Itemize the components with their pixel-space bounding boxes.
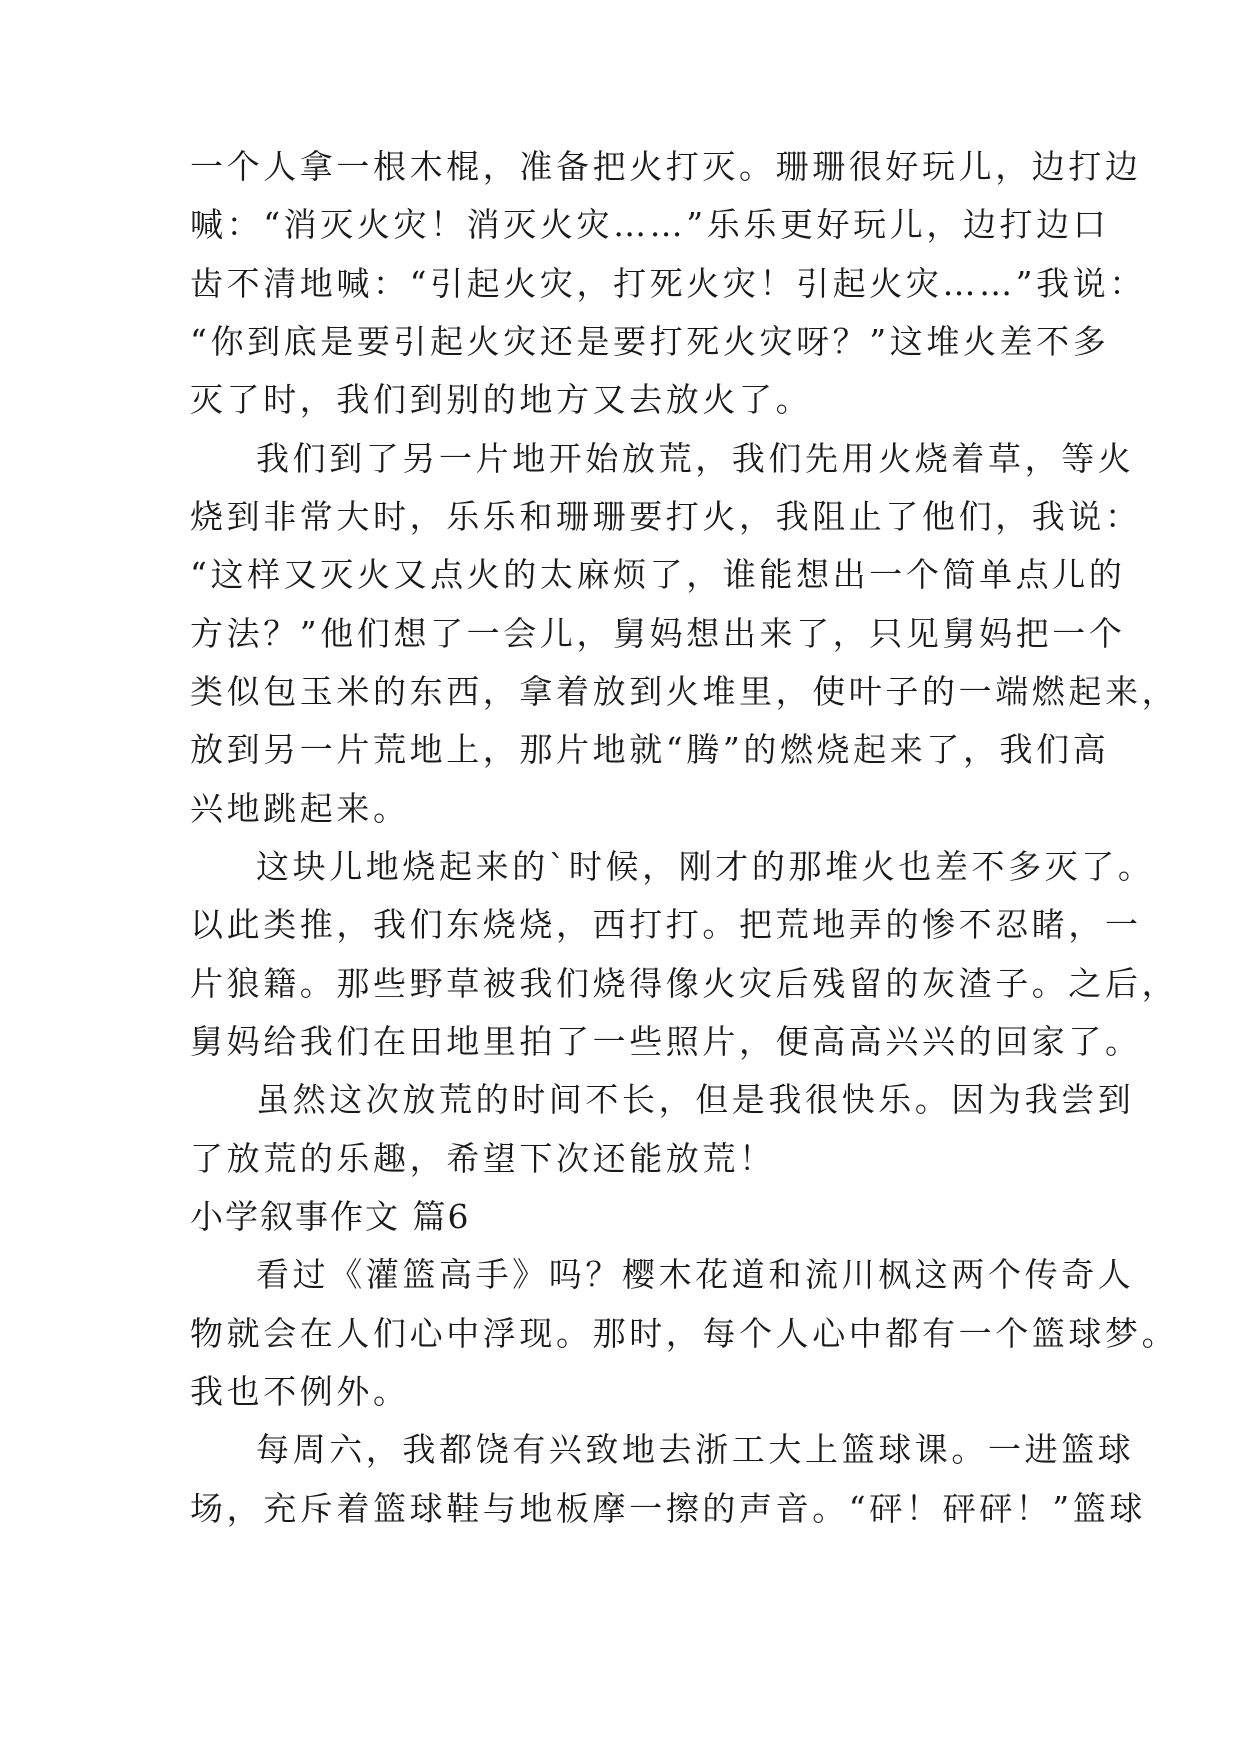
- text-line: 了放荒的乐趣，希望下次还能放荒！: [190, 1139, 776, 1178]
- text-line: 物就会在人们心中浮现。那时，每个人心中都有一个篮球梦。: [190, 1314, 1179, 1353]
- paragraph-first-line: 每周六，我都饶有兴致地去浙工大上篮球课。一进篮球: [256, 1430, 1135, 1469]
- paragraph-first-line: 虽然这次放荒的时间不长，但是我很快乐。因为我尝到: [256, 1080, 1135, 1119]
- text-line: 以此类推，我们东烧烧，西打打。把荒地弄的惨不忍睹，一: [190, 905, 1142, 944]
- text-line: 舅妈给我们在田地里拍了一些照片，便高高兴兴的回家了。: [190, 1022, 1142, 1061]
- section-heading: 小学叙事作文 篇6: [190, 1197, 471, 1236]
- text-line: 放到另一片荒地上，那片地就“腾”的燃烧起来了，我们高: [190, 730, 1110, 769]
- text-line: 我也不例外。: [190, 1372, 410, 1411]
- text-line: 片狼籍。那些野草被我们烧得像火灾后残留的灰渣子。之后，: [190, 964, 1179, 1003]
- text-line: 喊：“消灭火灾！消灭火灾……”乐乐更好玩儿，边打边口: [190, 205, 1110, 244]
- text-line: “你到底是要引起火灾还是要打死火灾呀？”这堆火差不多: [190, 322, 1110, 361]
- text-line: “这样又灭火又点火的太麻烦了，谁能想出一个简单点儿的: [190, 555, 1126, 594]
- text-line: 灭了时，我们到别的地方又去放火了。: [190, 380, 813, 419]
- paragraph-first-line: 这块儿地烧起来的`时候，刚才的那堆火也差不多灭了。: [256, 847, 1155, 886]
- text-line: 一个人拿一根木棍，准备把火打灭。珊珊很好玩儿，边打边: [190, 147, 1142, 186]
- paragraph-first-line: 我们到了另一片地开始放荒，我们先用火烧着草，等火: [256, 439, 1135, 478]
- text-line: 烧到非常大时，乐乐和珊珊要打火，我阻止了他们，我说：: [190, 497, 1142, 536]
- text-line: 齿不清地喊：“引起火灾，打死火灾！引起火灾……”我说：: [190, 264, 1146, 303]
- paragraph-first-line: 看过《灌篮高手》吗？樱木花道和流川枫这两个传奇人: [256, 1255, 1135, 1294]
- text-line: 兴地跳起来。: [190, 789, 410, 828]
- text-line: 方法？”他们想了一会儿，舅妈想出来了，只见舅妈把一个: [190, 614, 1126, 653]
- text-line: 类似包玉米的东西，拿着放到火堆里，使叶子的一端燃起来，: [190, 672, 1179, 711]
- text-line: 场，充斥着篮球鞋与地板摩一擦的声音。“砰！砰砰！”篮球: [190, 1489, 1146, 1528]
